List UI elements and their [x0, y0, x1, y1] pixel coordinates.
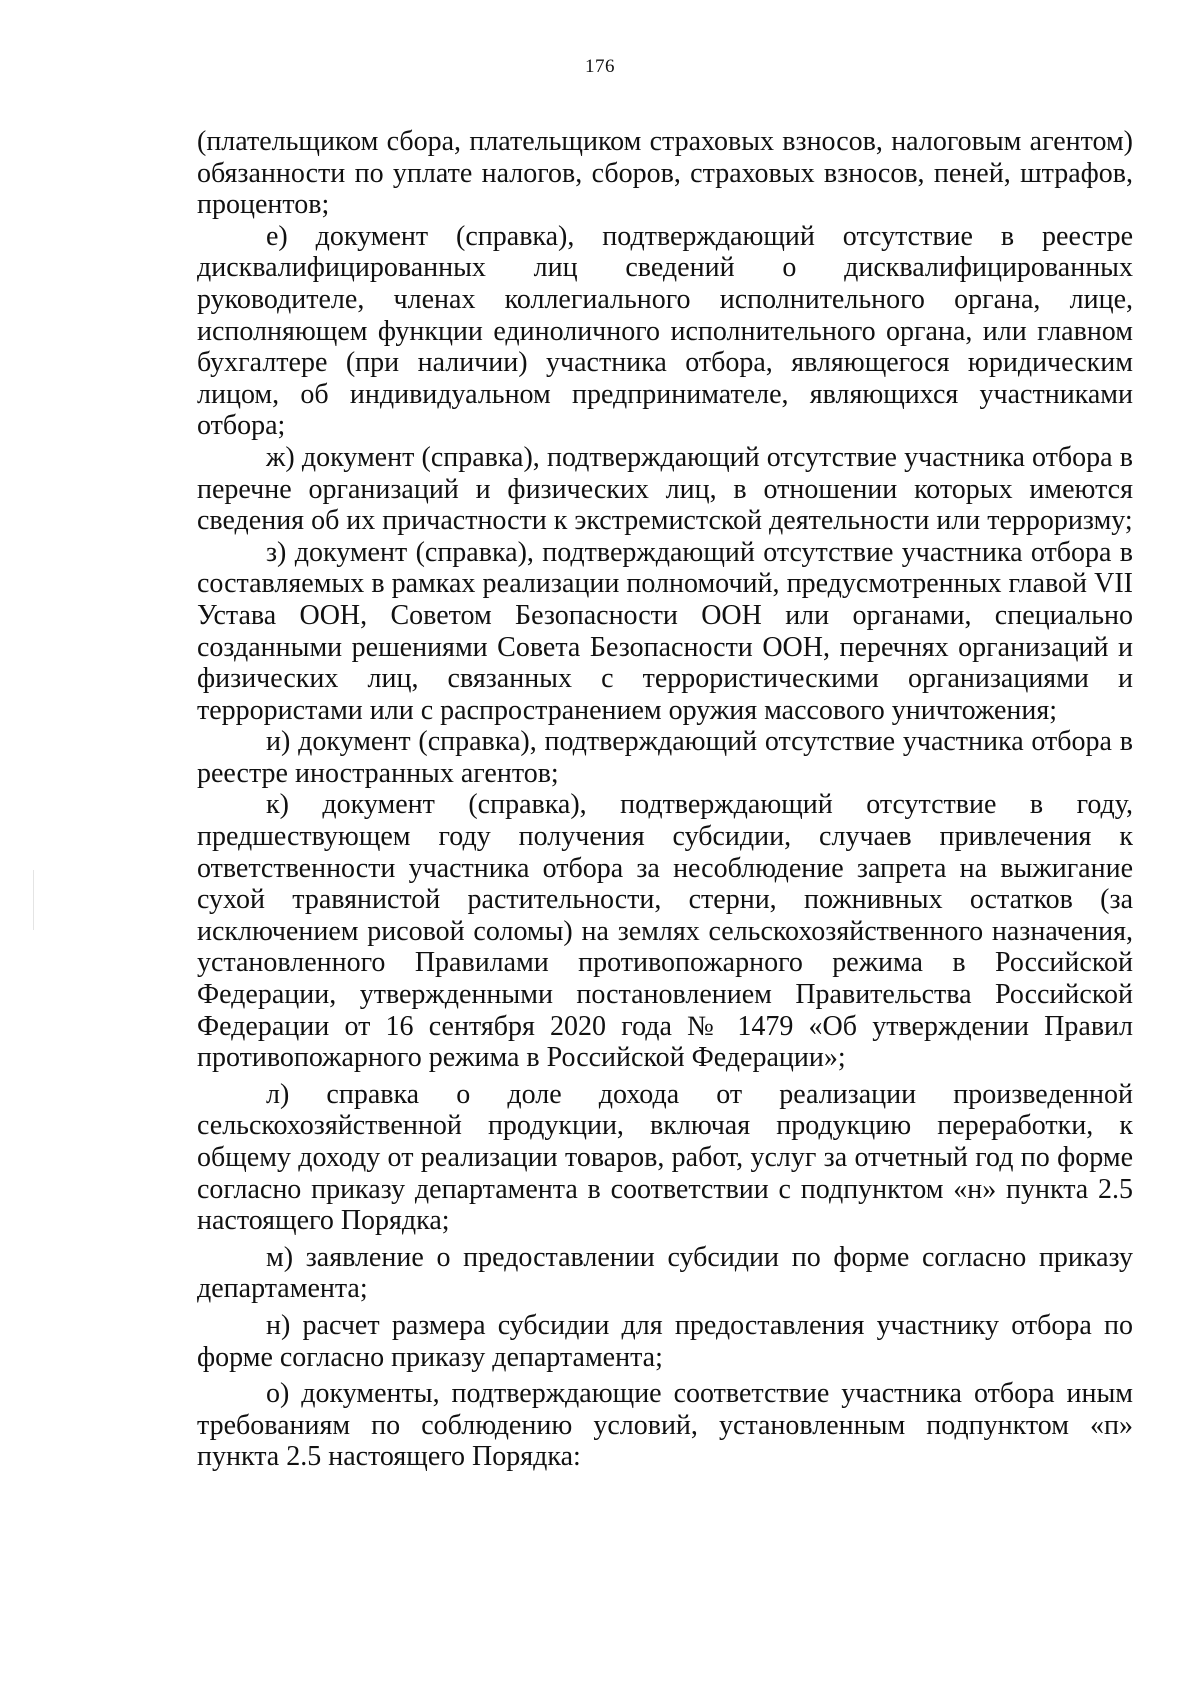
paragraph-item-o: о) документы, подтверждающие соответствие участника отбора иным требованиям по соблюдению условий, установленным подпунктом «п» пункта 2.5 настоящего Порядка: — [197, 1378, 1133, 1473]
paragraph-item-k: к) документ (справка), подтверждающий отсутствие в году, предшествующем году получения субсидии, случаев привлечения к ответственности участника отбора за несоблюдение запрета на выжигание сухой травянистой растительности, стерни, пожнивных остатков (за исключением рисовой соломы) на землях сельскохозяйственного назначения, установленного Правилами противопожарного режима в Российской Федерации, утвержденными постановлением Правительства Российской Федерации от 16 сентября 2020 года № 1479 «Об утверждении Правил противопожарного режима в Российской Федерации»; — [197, 789, 1133, 1074]
paragraph-item-n: н) расчет размера субсидии для предоставления участнику отбора по форме согласно приказу департамента; — [197, 1309, 1133, 1373]
document-body — [197, 126, 1133, 1473]
paragraph-item-e: е) документ (справка), подтверждающий отсутствие в реестре дисквалифицированных лиц сведений о дисквалифицированных руководителе, членах коллегиального исполнительного органа, лице, исполняющем функции единоличного исполнительного органа, или главном бухгалтере (при наличии) участника отбора, являющегося юридическим лицом, об индивидуальном предпринимателе, являющихся участниками отбора; — [197, 220, 1133, 442]
paragraph-item-z: з) документ (справка), подтверждающий отсутствие участника отбора в составляемых в рамках реализации полномочий, предусмотренных главой VII Устава ООН, Советом Безопасности ООН или органами, специально созданными решениями Совета Безопасности ООН, перечнях организаций и физических лиц, связанных с террористическими организациями и террористами или с распространением оружия массового уничтожения; — [197, 536, 1133, 726]
page-number: 176 — [585, 56, 615, 77]
paragraph-item-m: м) заявление о предоставлении субсидии по форме согласно приказу департамента; — [197, 1241, 1133, 1305]
scan-margin-mark — [33, 870, 34, 930]
paragraph-item-zh: ж) документ (справка), подтверждающий отсутствие участника отбора в перечне организаций и физических лиц, в отношении которых имеются сведения об их причастности к экстремистской деятельности или терроризму; — [197, 441, 1133, 537]
paragraph-continuation: (плательщиком сбора, плательщиком страховых взносов, налоговым агентом) обязанности по уплате налогов, сборов, страховых взносов, пеней, штрафов, процентов; — [197, 126, 1133, 221]
paragraph-item-i: и) документ (справка), подтверждающий отсутствие участника отбора в реестре иностранных агентов; — [197, 726, 1133, 789]
paragraph-item-l: л) справка о доле дохода от реализации произведенной сельскохозяйственной продукции, включая продукцию переработки, к общему доходу от реализации товаров, работ, услуг за отчетный год по форме согласно приказу департамента в соответствии с подпунктом «н» пункта 2.5 настоящего Порядка; — [197, 1078, 1133, 1237]
